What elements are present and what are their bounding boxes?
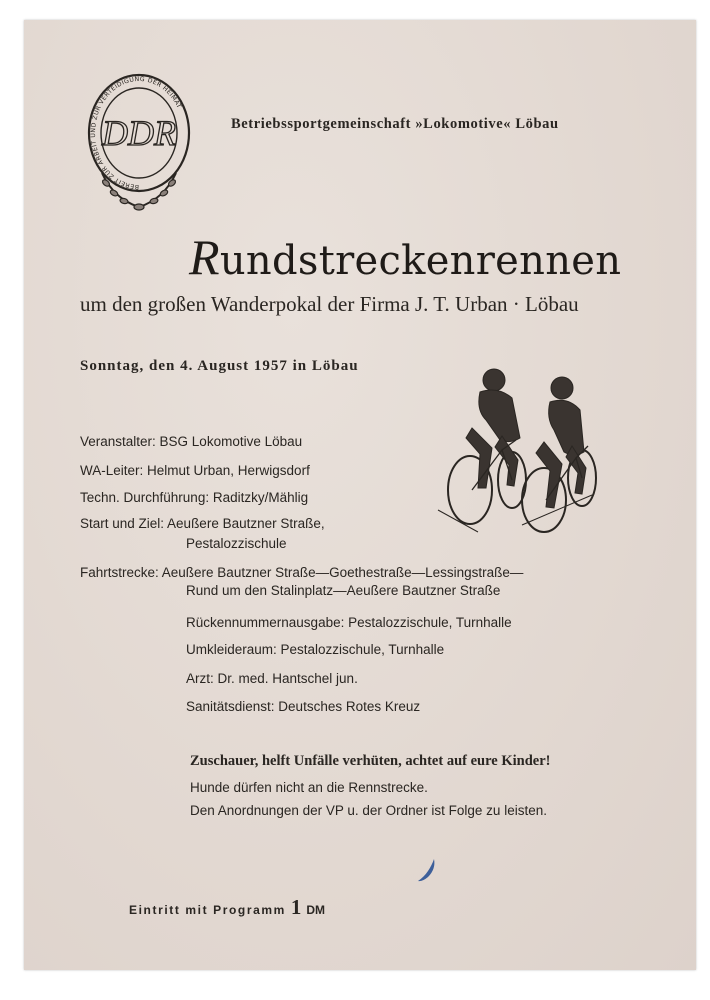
info-start-line1: Start und Ziel: Aeußere Bautzner Straße, (80, 516, 325, 531)
entry-text: Eintritt mit Programm (129, 903, 286, 917)
info-start-line2: Pestalozzischule (186, 536, 287, 551)
notice-orders: Den Anordnungen der VP u. der Ordner ist Folge zu leisten. (190, 803, 547, 818)
info-wa-leader: WA-Leiter: Helmut Urban, Herwigsdorf (80, 463, 310, 478)
info-technical: Techn. Durchführung: Raditzky/Mählig (80, 490, 309, 505)
event-title (189, 228, 621, 286)
ddr-sports-badge-icon (84, 65, 194, 215)
entry-fee (129, 895, 325, 920)
notice-dogs: Hunde dürfen nicht an die Rennstrecke. (190, 780, 428, 795)
info-doctor: Arzt: Dr. med. Hantschel jun. (186, 671, 358, 686)
notice-warning: Zuschauer, helft Unfälle verhüten, achtet auf eure Kinder! (190, 753, 551, 769)
info-organizer: Veranstalter: BSG Lokomotive Löbau (80, 434, 303, 449)
title-rest: undstreckenrennen (219, 238, 622, 284)
info-numbers: Rückennummernausgabe: Pestalozzischule, Turnhalle (186, 615, 512, 630)
ink-stain-icon (416, 857, 438, 883)
flyer-sheet (24, 20, 696, 970)
event-date: Sonntag, den 4. August 1957 in Löbau (80, 358, 359, 374)
svg-text:BEREIT ZUR ARBEIT UND ZUR VERT: BEREIT ZUR ARBEIT UND ZUR VERTEIDIGUNG DER HEIMAT (90, 75, 183, 191)
info-route-line1: Fahrtstrecke: Aeußere Bautzner Straße—Goethestraße—Lessingstraße— (80, 565, 524, 580)
entry-unit: DM (306, 903, 325, 917)
svg-text:DDR: DDR (102, 113, 176, 153)
info-changing: Umkleideraum: Pestalozzischule, Turnhalle (186, 642, 445, 657)
info-medical: Sanitätsdienst: Deutsches Rotes Kreuz (186, 699, 421, 714)
event-subtitle: um den großen Wanderpokal der Firma J. T. Urban · Löbau (80, 292, 579, 316)
title-initial: R (189, 229, 220, 285)
club-name: Betriebssportgemeinschaft »Lokomotive« Löbau (231, 116, 559, 132)
info-route-line2: Rund um den Stalinplatz—Aeußere Bautzner Straße (186, 583, 501, 598)
entry-price: 1 (290, 895, 302, 919)
cyclists-illustration-icon (432, 350, 607, 535)
